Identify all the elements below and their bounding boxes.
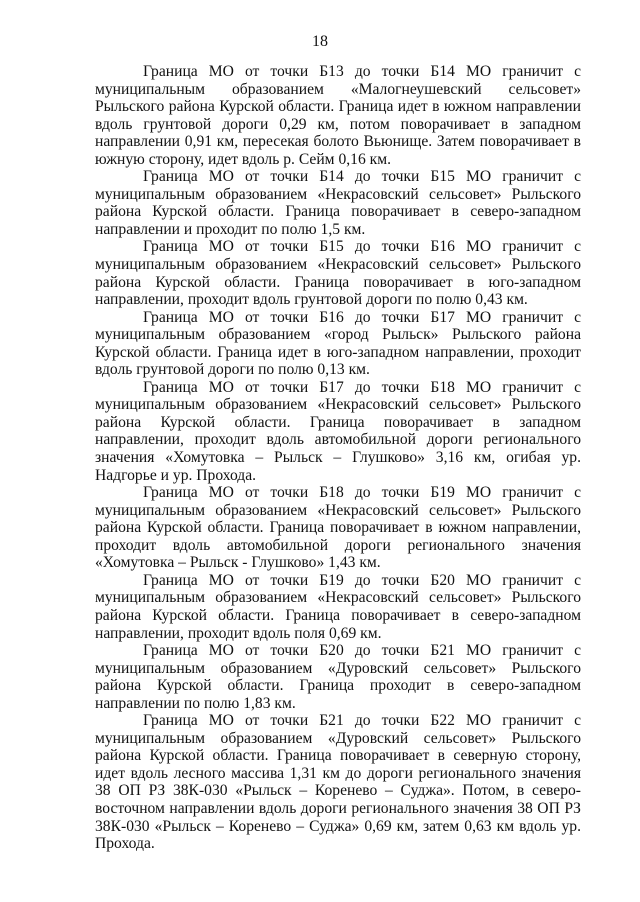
paragraph-b21-b22: Граница МО от точки Б21 до точки Б22 МО граничит с муниципальным образованием «Дуровский сельсовет» Рыльского района Курской области. Граница поворачивает в северную сторону, идет вдоль лесного массива 1,31 км до дороги регионального значения 38 ОП РЗ 38К-030 «Рыльск – Коренево – Суджа». Потом, в северо-восточном направлении вдоль дороги регионального значения 38 ОП РЗ 38К-030 «Рыльск – Коренево – Суджа» 0,69 км, затем 0,63 км вдоль ур. Прохода. bbox=[95, 712, 581, 853]
paragraph-b14-b15: Граница МО от точки Б14 до точки Б15 МО граничит с муниципальным образованием «Некрасовский сельсовет» Рыльского района Курской области. Граница поворачивает в северо-западном направлении и проходит по полю 1,5 км. bbox=[95, 168, 581, 238]
paragraph-b18-b19: Граница МО от точки Б18 до точки Б19 МО граничит с муниципальным образованием «Некрасовский сельсовет» Рыльского района Курской области. Граница поворачивает в южном направлении, проходит вдоль автомобильной дороги регионального значения «Хомутовка – Рыльск - Глушково» 1,43 км. bbox=[95, 484, 581, 572]
paragraph-b15-b16: Граница МО от точки Б15 до точки Б16 МО граничит с муниципальным образованием «Некрасовский сельсовет» Рыльского района Курской области. Граница поворачивает в юго-западном направлении, проходит вдоль грунтовой дороги по полю 0,43 км. bbox=[95, 238, 581, 309]
paragraph-b16-b17: Граница МО от точки Б16 до точки Б17 МО граничит с муниципальным образованием «город Рыльск» Рыльского района Курской области. Граница идет в юго-западном направлении, проходит вдоль грунтовой дороги по полю 0,13 км. bbox=[95, 308, 581, 379]
paragraph-b19-b20: Граница МО от точки Б19 до точки Б20 МО граничит с муниципальным образованием «Некрасовский сельсовет» Рыльского района Курской области. Граница поворачивает в северо-западном направлении, проходит вдоль поля 0,69 км. bbox=[95, 571, 581, 642]
document-body bbox=[95, 63, 581, 853]
page-number: 18 bbox=[312, 33, 328, 50]
paragraph-b17-b18: Граница МО от точки Б17 до точки Б18 МО граничит с муниципальным образованием «Некрасовский сельсовет» Рыльского района Курской области. Граница поворачивает в западном направлении, проходит вдоль автомобильной дороги регионального значения «Хомутовка – Рыльск – Глушково» 3,16 км, огибая ур. Надгорье и ур. Прохода. bbox=[95, 378, 581, 484]
paragraph-b13-b14: Граница МО от точки Б13 до точки Б14 МО граничит с муниципальным образованием «Малогнеушевский сельсовет» Рыльского района Курской области. Граница идет в южном направлении вдоль грунтовой дороги 0,29 км, потом поворачивает в западном направлении 0,91 км, пересекая болото Вьюнище. Затем поворачивает в южную сторону, идет вдоль р. Сейм 0,16 км. bbox=[95, 63, 581, 168]
paragraph-b20-b21: Граница МО от точки Б20 до точки Б21 МО граничит с муниципальным образованием «Дуровский сельсовет» Рыльского района Курской области. Граница проходит в северо-западном направлении по полю 1,83 км. bbox=[95, 642, 581, 712]
